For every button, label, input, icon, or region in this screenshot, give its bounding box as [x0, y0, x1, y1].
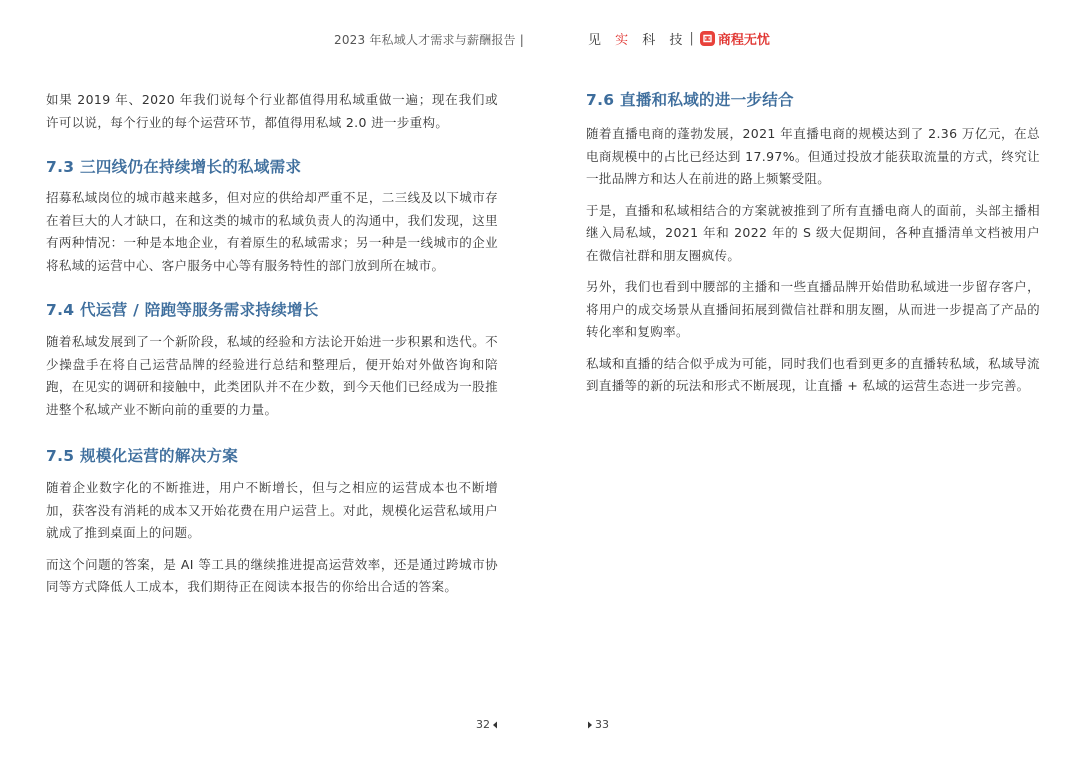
caret-right-icon	[587, 721, 593, 729]
section-7-3-heading: 7.3 三四线仍在持续增长的私域需求	[46, 158, 302, 176]
section-7-6-paragraph-3: 另外，我们也看到中腰部的主播和一些直播品牌开始借助私域进一步留存客户，将用户的成交场景从直播间拓展到微信社群和朋友圈，从而进一步提高了产品的转化率和复购率。	[586, 279, 1040, 339]
report-title: 2023 年私域人才需求与薪酬报告 |	[334, 33, 525, 47]
section-7-5-paragraph-1: 随着企业数字化的不断推进，用户不断增长，但与之相应的运营成本也不断增加，获客没有消耗的成本又开始花费在用户运营上。对此，规模化运营私域用户就成了推到桌面上的问题。	[46, 480, 498, 540]
intro-paragraph: 如果 2019 年、2020 年我们说每个行业都值得用私域重做一遍；现在我们或许可以说，每个行业的每个运营环节，都值得用私域 2.0 进一步重构。	[46, 92, 498, 130]
page-number-right-value: 33	[595, 718, 609, 731]
page-number-left	[476, 718, 498, 731]
section-7-6-paragraph-4: 私域和直播的结合似乎成为可能，同时我们也看到更多的直播转私域，私域导流到直播等的新的玩法和形式不断展现，让直播 + 私域的运营生态进一步完善。	[586, 355, 1040, 393]
section-7-6-paragraph-2: 于是，直播和私域相结合的方案就被推到了所有直播电商人的面前，头部主播相继入局私域，2021 年和 2022 年的 S 级大促期间，各种直播清单文档被用户在微信社群和朋友圈疯传。	[586, 202, 1040, 263]
brand-jianshi-logo	[588, 29, 687, 48]
section-7-6-heading: 7.6 直播和私域的进一步结合	[586, 91, 794, 109]
page-number-left-value: 32	[476, 718, 490, 731]
brand-separator: |	[689, 30, 694, 46]
section-7-6-paragraph-1: 随着直播电商的蓬勃发展，2021 年直播电商的规模达到了 2.36 万亿元，在总电商规模中的占比已经达到 17.97%。但通过投放才能获取流量的方式，终究让一批品牌方和达人在前进的路上频繁受阻。	[586, 126, 1040, 186]
section-7-5-paragraph-2: 而这个问题的答案，是 AI 等工具的继续推进提高运营效率，还是通过跨城市协同等方式降低人工成本，我们期待正在阅读本报告的你给出合适的答案。	[46, 556, 498, 594]
section-7-5-heading: 7.5 规模化运营的解决方案	[46, 447, 239, 465]
caret-left-icon	[492, 721, 498, 729]
section-7-4-heading: 7.4 代运营 / 陪跑等服务需求持续增长	[46, 301, 319, 319]
section-7-4-paragraph: 随着私域发展到了一个新阶段，私域的经验和方法论开始进一步积累和迭代。不少操盘手在将自己运营品牌的经验进行总结和整理后，便开始对外做咨询和陪跑，在见实的调研和接触中，此类团队并不在少数，到今天他们已经成为一股推进整个私域产业不断向前的重要的力量。	[46, 334, 498, 417]
brand-shangcheng-logo: 商程无忧	[717, 32, 770, 48]
left-page-column	[46, 89, 498, 599]
section-7-3-paragraph: 招募私域岗位的城市越来越多，但对应的供给却严重不足，二三线及以下城市存在着巨大的人才缺口，在和这类的城市的私域负责人的沟通中，我们发现，这里有两种情况：一种是本地企业，有着原生的私域需求；另一种是一线城市的企业将私域的运营中心、客户服务中心等有服务特性的部门放到所在城市。	[46, 190, 498, 273]
shangcheng-logo-icon	[700, 31, 715, 46]
brand-logos	[588, 28, 770, 48]
brand-jianshi-part2: 科 技	[633, 32, 688, 48]
right-page-column	[586, 89, 1040, 398]
brand-jianshi-accent: 实	[615, 32, 634, 48]
page-number-right	[587, 718, 609, 731]
brand-jianshi-part1: 见	[588, 32, 616, 48]
